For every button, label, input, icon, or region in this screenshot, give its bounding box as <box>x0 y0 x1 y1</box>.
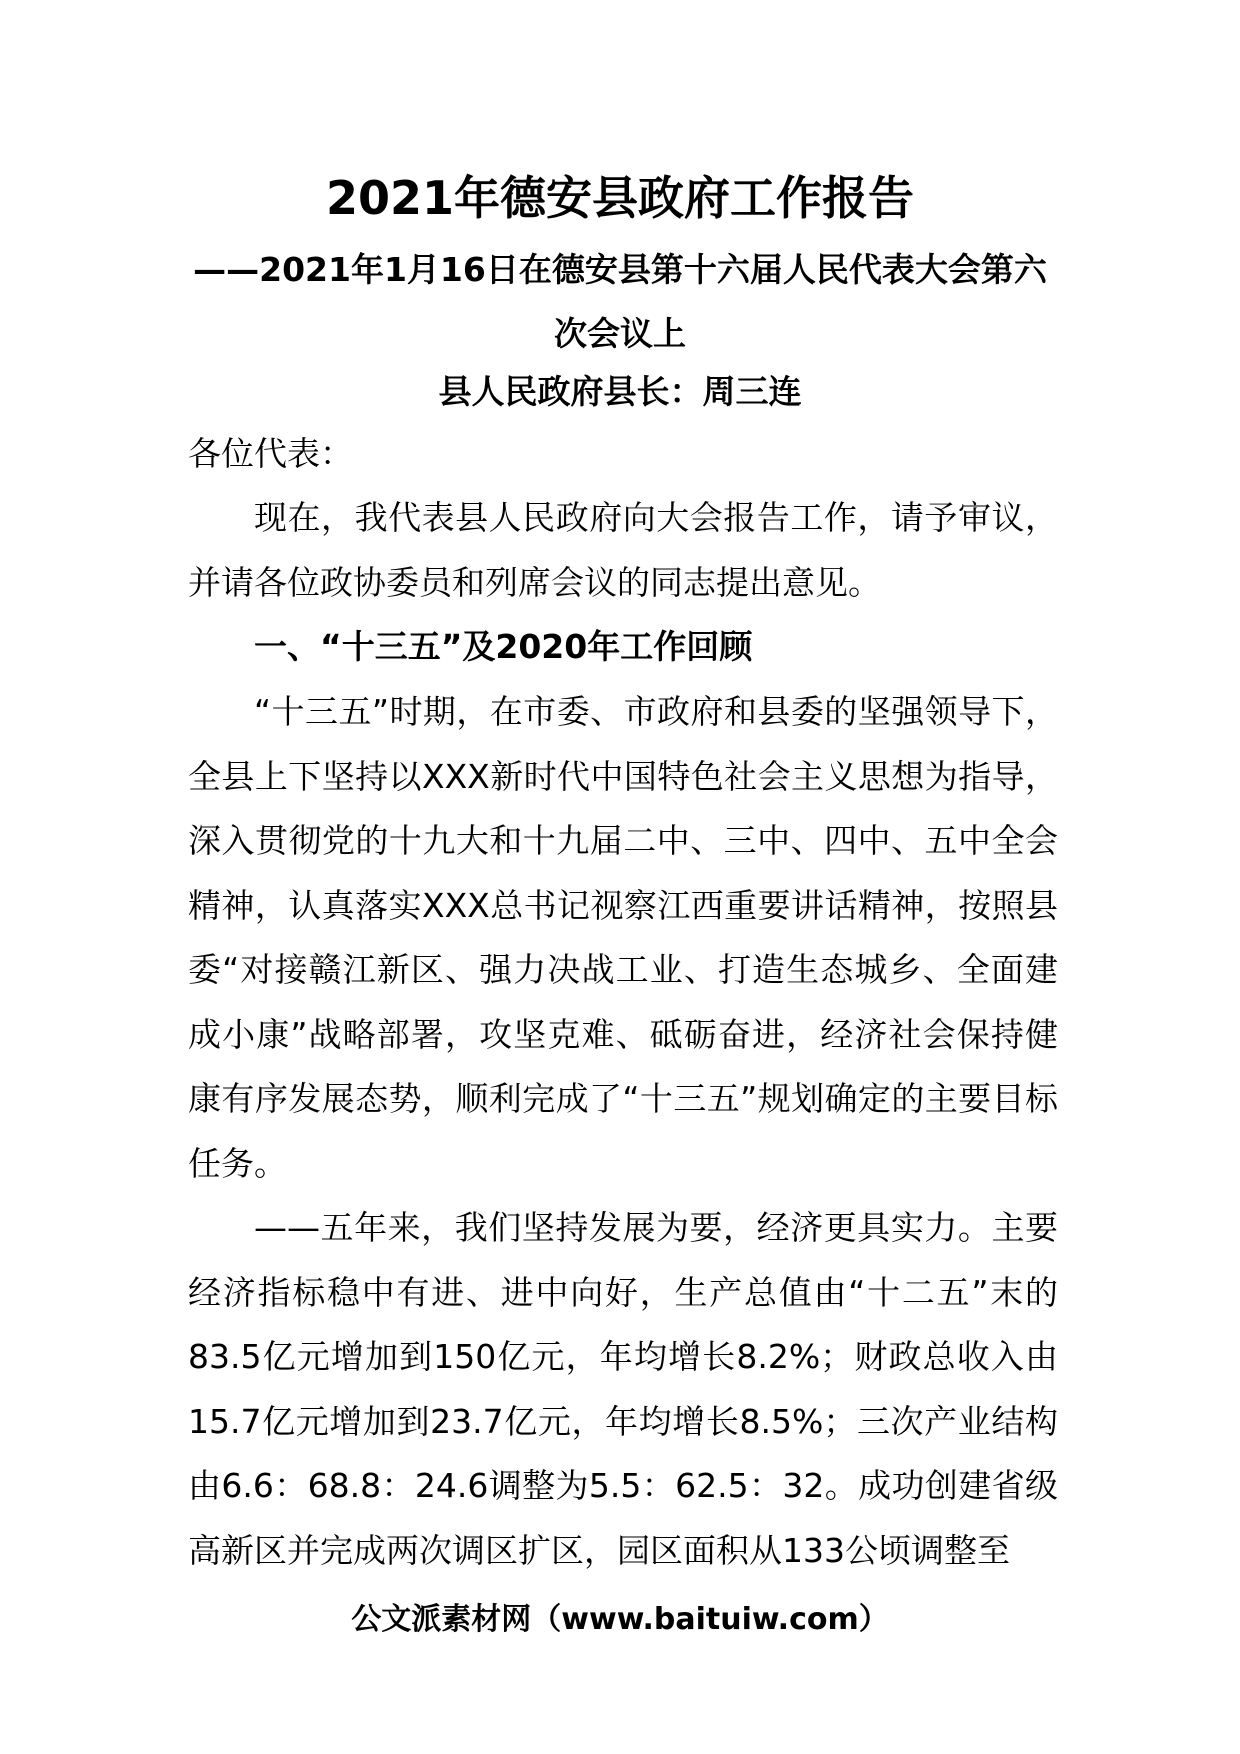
footer-watermark: 公文派素材网（www.baituiw.com） <box>351 1602 889 1637</box>
paragraph-intro: 现在，我代表县人民政府向大会报告工作，请予审议，并请各位政协委员和列席会议的同志提出意见。 <box>188 498 1058 602</box>
salutation: 各位代表： <box>188 434 353 473</box>
paragraph-review: “十三五”时期，在市委、市政府和县委的坚强领导下，全县上下坚持以XXX新时代中国特色社会主义思想为指导，深入贯彻党的十九大和十九届二中、三中、四中、五中全会精神，认真落实XXX总书记视察江西重要讲话精神，按照县委“对接赣江新区、强力决战工业、打造生态城乡、全面建成小康”战略部署，攻坚克难、砥砺奋进，经济社会保持健康有序发展态势，顺利完成了“十三五”规划确定的主要目标任务。 <box>188 692 1058 1183</box>
section-heading: 一、“十三五”及2020年工作回顾 <box>254 627 753 666</box>
document-author: 县人民政府县长：周三连 <box>438 372 802 411</box>
document-title: 2021年德安县政府工作报告 <box>325 171 915 225</box>
document-subtitle: ——2021年1月16日在德安县第十六届人民代表大会第六次会议上 <box>193 250 1047 353</box>
paragraph-economy: ——五年来，我们坚持发展为要，经济更具实力。主要经济指标稳中有进、进中向好，生产总值由“十二五”末的83.5亿元增加到150亿元，年均增长8.2%；财政总收入由15.7亿元增加到23.7亿元，年均增长8.5%；三次产业结构由6.6：68.8：24.6调整为5.5：62.5：32。成功创建省级高新区并完成两次调区扩区，园区面积从133公顷调整至 <box>188 1208 1058 1570</box>
